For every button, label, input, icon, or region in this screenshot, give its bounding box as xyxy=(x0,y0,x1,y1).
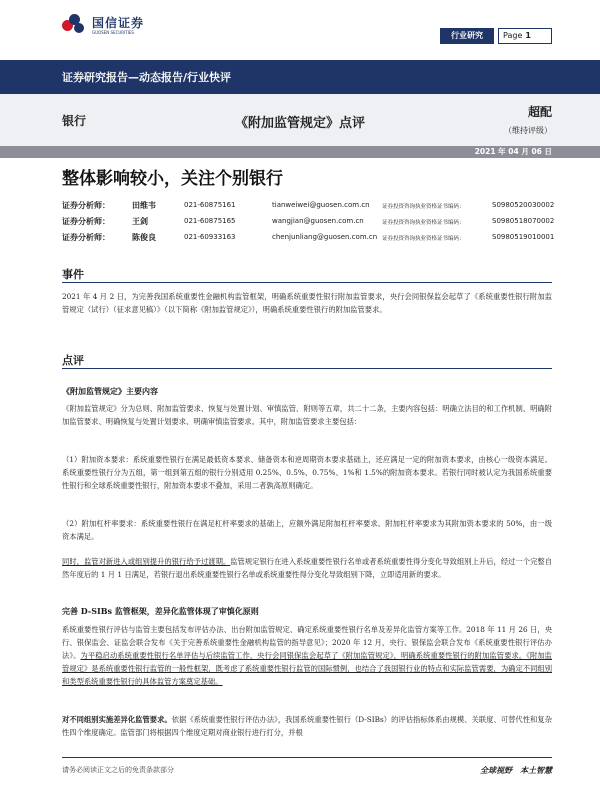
footer-slogan: 全球视野 本土智慧 xyxy=(480,765,552,775)
analyst-email[interactable]: chenjunliang@guosen.com.cn xyxy=(272,233,378,241)
brand-name: 国信证券 xyxy=(92,15,145,30)
paragraph: 同时，监管对新进入或组别提升的银行给予过渡期。监管规定银行在进入系统重要性银行名单或者系统重要性得分变化导致组别上升后，经过一个完整自然年度后的 1 月 1 日满足，若银行退出系统重要性银行名单或系统重要性得分变化导致组别下降，立即适用新的要求。 xyxy=(62,557,553,579)
event-paragraph: 2021 年 4 月 2 日，为完善我国系统重要性金融机构监管框架，明确系统重要性银行附加监管要求，央行会同银保监会起草了《系统重要性银行附加监管规定（试行）（征求意见稿）》（以下简称《附加监管规定》），明确系统重要性银行的附加监管要求。 xyxy=(62,292,552,314)
report-type-tag: 行业研究 xyxy=(440,28,494,44)
subsection-title: 完善 D-SIBs 监管框架，差异化监管体现了审慎化原则 xyxy=(62,606,259,616)
brand-name-en: GUOSEN SECURITIES xyxy=(92,29,134,35)
logo-icon xyxy=(62,14,86,38)
section-divider xyxy=(62,368,552,369)
subsection-title: 《附加监管规定》主要内容 xyxy=(62,386,158,396)
title-row xyxy=(0,94,600,146)
section-title-event: 事件 xyxy=(62,268,84,281)
report-title: 《附加监管规定》点评 xyxy=(234,116,365,131)
section-title-review: 点评 xyxy=(62,354,84,367)
page-header xyxy=(0,0,600,60)
analyst-list xyxy=(62,198,562,246)
report-category-band: 证券研究报告—动态报告/行业快评 xyxy=(0,60,600,94)
footer-divider xyxy=(62,757,552,758)
analyst-row: 证券分析师： 田维韦 021-60875161 tianweiwei@guosen.com.cn 证券投资咨询执业资格证书编码： S0980520030002 xyxy=(62,200,555,210)
paragraph: 系统重要性银行评估与监管主要包括发布评估办法、出台附加监管规定、确定系统重要性银行名单及差异化监管方案等工作。2018 年 11 月 26 日，央行、银保监会、证监会联合发布《关于完善系统重要性金融机构监管的指导意见》；2020 年 12 月，央行、银保监会联合发布《系统重要性银行评估办法》。为平稳启动系统重要性银行名单评估与后续监管工作，央行会同银保监会起草了《附加监管规定》，明确系统重要性银行的附加监管要求。《附加监管规定》是系统重要性银行监管的一般性框架，既考虑了系统重要性银行监管的国际惯例，也结合了我国银行业的特点和实际监管需要，为确定不同组别和类型系统重要性银行的具体监管方案奠定基础。 xyxy=(62,625,552,686)
rating-note: （维持评级） xyxy=(504,126,552,135)
paragraph: 对不同组别实施差异化监管要求。依据《系统重要性银行评估办法》，我国系统重要性银行（D-SIBs）的评估指标体系由规模、关联度、可替代性和复杂性四个维度确定。监管部门将根据四个维度定期对商业银行进行打分，并根 xyxy=(62,715,552,737)
industry-label: 银行 xyxy=(62,114,87,128)
report-date: 2021 年 04 月 06 日 xyxy=(474,147,552,156)
analyst-email[interactable]: tianweiwei@guosen.com.cn xyxy=(272,201,370,209)
analyst-row: 证券分析师： 陈俊良 021-60933163 chenjunliang@guosen.com.cn 证券投资咨询执业资格证书编码： S0980519010001 xyxy=(62,232,555,242)
paragraph: 《附加监管规定》分为总则、附加监管要求、恢复与处置计划、审慎监管、附则等五章，共二十二条，主要内容包括：明确立法目的和工作机制、明确附加监管要求、明确恢复与处置计划要求、明确审慎监管要求。其中，附加监管要求主要包括： xyxy=(62,404,552,426)
headline: 整体影响较小，关注个别银行 xyxy=(62,169,283,189)
section-divider xyxy=(62,282,552,283)
disclaimer-note: 请务必阅读正文之后的免责条款部分 xyxy=(62,766,174,774)
rating: 超配 xyxy=(527,105,552,119)
analyst-email[interactable]: wangjian@guosen.com.cn xyxy=(272,217,364,225)
paragraph: （1）附加资本要求：系统重要性银行在满足最低资本要求、储备资本和逆周期资本要求基础上，还应满足一定的附加资本要求，由核心一级资本满足。系统重要性银行分为五组，第一组到第五组的银行分别适用 0.25%、0.5%、0.75%、1%和 1.5%的附加资本要求。若银行同时被认定为我国系统重要性银行和全球系统重要性银行，附加资本要求不叠加，采用二者孰高原则确定。 xyxy=(62,455,552,490)
paragraph: （2）附加杠杆率要求：系统重要性银行在满足杠杆率要求的基础上，应额外满足附加杠杆率要求。附加杠杆率要求为其附加资本要求的 50%，由一级资本满足。 xyxy=(62,519,552,541)
analyst-row: 证券分析师： 王剑 021-60875165 wangjian@guosen.com.cn 证券投资咨询执业资格证书编码： S0980518070002 xyxy=(62,216,555,226)
brand-logo xyxy=(62,14,144,38)
date-bar xyxy=(0,146,600,158)
page-number: Page 1 xyxy=(498,28,552,44)
